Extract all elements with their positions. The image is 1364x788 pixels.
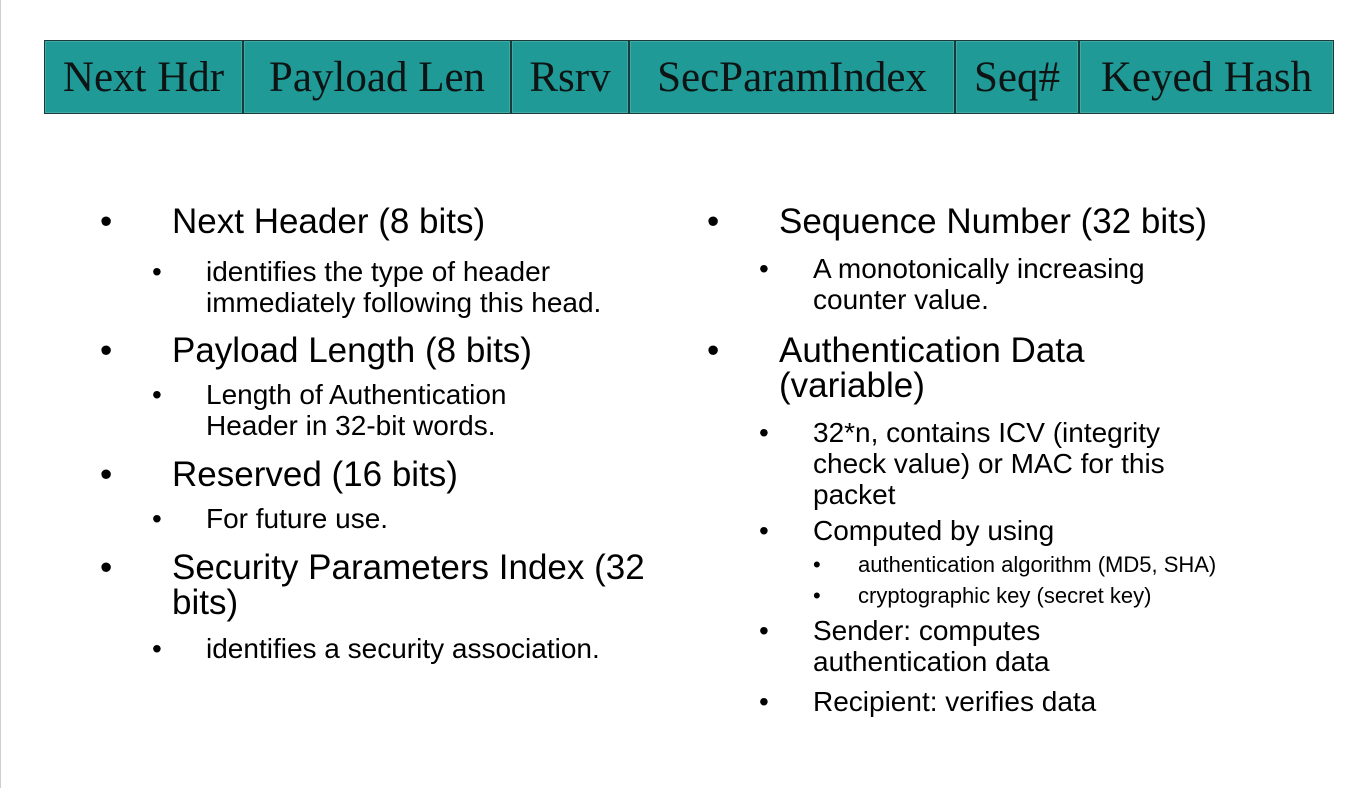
bullet-dot: • <box>100 455 113 494</box>
bullet-dot: • <box>100 548 113 587</box>
sub-bullet-auth-data-desc <box>707 417 1231 510</box>
bullet-dot: • <box>152 503 162 534</box>
sub-bullet-sequence-number-desc <box>707 253 1213 315</box>
field-keyed-hash: Keyed Hash <box>1079 40 1334 114</box>
bullet-spi <box>100 550 652 620</box>
bullet-sequence-number <box>707 204 1347 239</box>
key-text: cryptographic key (secret key) <box>858 583 1152 608</box>
field-rsrv: Rsrv <box>511 40 629 114</box>
sub-bullet-next-header-desc <box>100 256 676 318</box>
spi-title: Security Parameters Index (32 bits) <box>172 548 645 622</box>
sub-bullet-recipient <box>707 686 1347 717</box>
slide-left-edge <box>0 0 1 788</box>
left-bullet-column <box>100 204 700 664</box>
next-header-desc: identifies the type of header immediately following this head. <box>206 256 602 318</box>
sub-bullet-computed-by <box>707 515 1347 546</box>
bullet-dot: • <box>759 417 769 448</box>
sub-bullet-reserved-desc <box>100 503 700 534</box>
auth-data-title: Authentication Data (variable) <box>779 331 1085 405</box>
auth-data-desc: 32*n, contains ICV (integrity check value) or MAC for this packet <box>813 417 1165 510</box>
recipient-text: Recipient: verifies data <box>813 686 1097 717</box>
sub-sub-bullet-key <box>707 583 1347 608</box>
bullet-dot: • <box>813 552 821 577</box>
field-payload-len: Payload Len <box>243 40 511 114</box>
sequence-number-desc: A monotonically increasing counter value. <box>813 253 1145 315</box>
computed-by-text: Computed by using <box>813 515 1055 546</box>
bullet-dot: • <box>759 253 769 284</box>
bullet-dot: • <box>100 331 113 370</box>
bullet-dot: • <box>759 515 769 546</box>
ah-header-format-bar <box>44 40 1334 114</box>
algorithm-text: authentication algorithm (MD5, SHA) <box>858 552 1217 577</box>
bullet-payload-length <box>100 333 700 368</box>
sub-bullet-spi-desc <box>100 633 700 664</box>
bullet-auth-data <box>707 333 1099 403</box>
bullet-dot: • <box>813 583 821 608</box>
bullet-dot: • <box>759 686 769 717</box>
bullet-dot: • <box>152 256 162 287</box>
reserved-desc: For future use. <box>206 503 389 534</box>
bullet-dot: • <box>707 331 720 370</box>
field-seq-num: Seq# <box>955 40 1079 114</box>
bullet-dot: • <box>100 202 113 241</box>
bullet-dot: • <box>759 615 769 646</box>
bullet-dot: • <box>152 379 162 410</box>
bullet-dot: • <box>707 202 720 241</box>
field-sec-param-index: SecParamIndex <box>629 40 955 114</box>
reserved-title: Reserved (16 bits) <box>172 455 458 494</box>
sender-text: Sender: computes authentication data <box>813 615 1050 677</box>
right-bullet-column <box>707 204 1347 717</box>
sequence-number-title: Sequence Number (32 bits) <box>779 202 1207 241</box>
bullet-next-header <box>100 204 700 239</box>
bullet-reserved <box>100 457 700 492</box>
payload-length-title: Payload Length (8 bits) <box>172 331 532 370</box>
payload-length-desc: Length of Authentication Header in 32-bit words. <box>206 379 507 441</box>
sub-sub-bullet-algorithm <box>707 552 1347 577</box>
sub-bullet-payload-length-desc <box>100 379 576 441</box>
bullet-dot: • <box>152 633 162 664</box>
field-next-hdr: Next Hdr <box>44 40 243 114</box>
sub-bullet-sender <box>707 615 1173 677</box>
spi-desc: identifies a security association. <box>206 633 600 664</box>
next-header-title: Next Header (8 bits) <box>172 202 486 241</box>
